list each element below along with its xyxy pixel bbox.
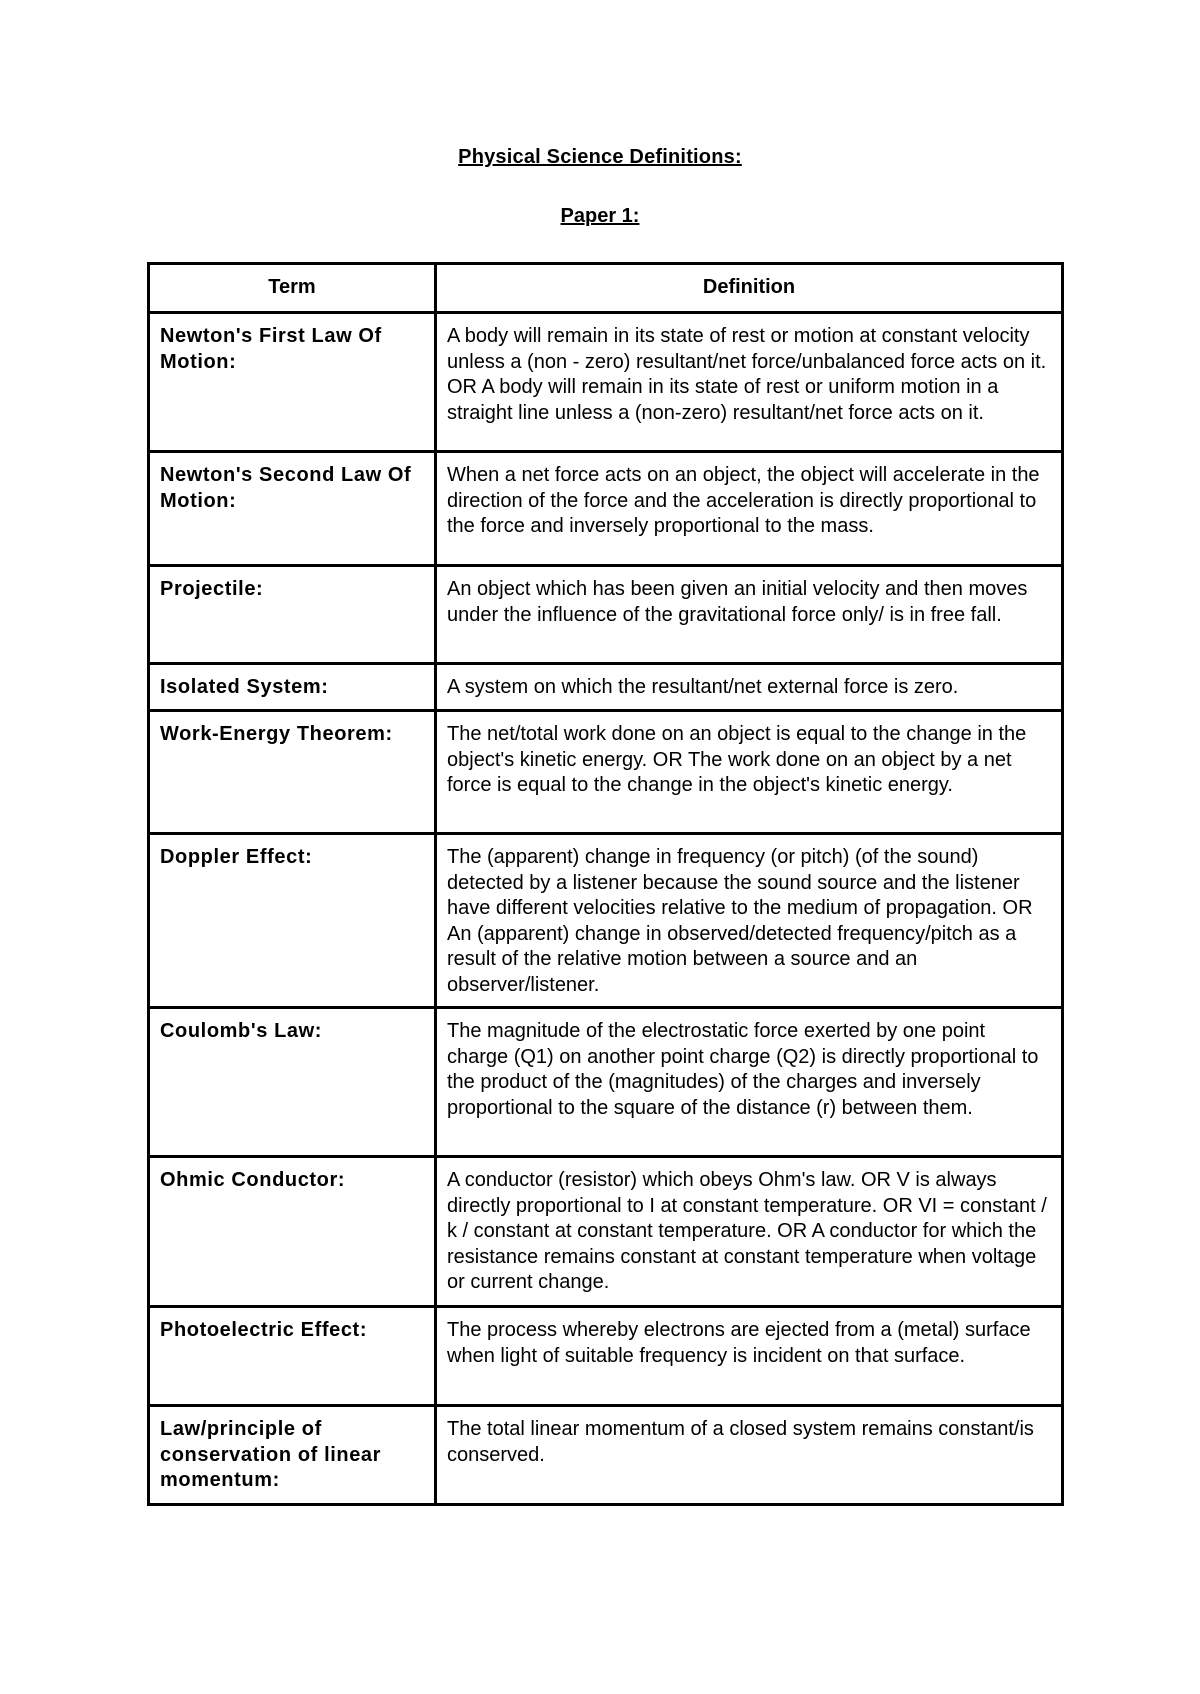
- table-row: [149, 711, 1063, 834]
- definition-cell: A system on which the resultant/net external force is zero.: [436, 664, 1063, 711]
- table-row: [149, 1307, 1063, 1406]
- definition-cell: A conductor (resistor) which obeys Ohm's law. OR V is always directly proportional to I at constant temperature. OR VI = constant / k / constant at constant temperature. OR A conductor for which the resistance remains constant at constant temperature when voltage or current change.: [436, 1157, 1063, 1307]
- paper-subtitle: Paper 1:: [560, 205, 640, 227]
- definition-cell: When a net force acts on an object, the object will accelerate in the direction of the force and the acceleration is directly proportional to the force and inversely proportional to the mass.: [436, 452, 1063, 566]
- definition-cell: The process whereby electrons are ejected from a (metal) surface when light of suitable frequency is incident on that surface.: [436, 1307, 1063, 1406]
- term-cell: Coulomb's Law:: [149, 1008, 436, 1157]
- table-row: [149, 1008, 1063, 1157]
- definition-cell: An object which has been given an initial velocity and then moves under the influence of the gravitational force only/ is in free fall.: [436, 566, 1063, 664]
- term-cell: Work-Energy Theorem:: [149, 711, 436, 834]
- definitions-table: [147, 262, 1064, 1506]
- term-cell: Projectile:: [149, 566, 436, 664]
- table-row: [149, 1406, 1063, 1505]
- term-column-header: Term: [149, 264, 436, 313]
- table-row: [149, 834, 1063, 1008]
- definition-cell: A body will remain in its state of rest or motion at constant velocity unless a (non - zero) resultant/net force/unbalanced force acts on it. OR A body will remain in its state of rest or uniform motion in a straight line unless a (non-zero) resultant/net force acts on it.: [436, 313, 1063, 452]
- table-row: [149, 452, 1063, 566]
- term-cell: Newton's Second Law Of Motion:: [149, 452, 436, 566]
- table-header-row: [149, 264, 1063, 313]
- definition-cell: The magnitude of the electrostatic force exerted by one point charge (Q1) on another point charge (Q2) is directly proportional to the product of the (magnitudes) of the charges and inversely proportional to the square of the distance (r) between them.: [436, 1008, 1063, 1157]
- term-cell: Doppler Effect:: [149, 834, 436, 1008]
- table-row: [149, 313, 1063, 452]
- definition-cell: The total linear momentum of a closed system remains constant/is conserved.: [436, 1406, 1063, 1505]
- definition-column-header: Definition: [436, 264, 1063, 313]
- definition-cell: The net/total work done on an object is equal to the change in the object's kinetic energy. OR The work done on an object by a net force is equal to the change in the object's kinetic energy.: [436, 711, 1063, 834]
- table-row: [149, 566, 1063, 664]
- page-title: Physical Science Definitions:: [458, 146, 742, 168]
- table-row: [149, 664, 1063, 711]
- term-cell: Ohmic Conductor:: [149, 1157, 436, 1307]
- table-row: [149, 1157, 1063, 1307]
- term-cell: Law/principle of conservation of linear momentum:: [149, 1406, 436, 1505]
- definition-cell: The (apparent) change in frequency (or pitch) (of the sound) detected by a listener because the sound source and the listener have different velocities relative to the medium of propagation. OR An (apparent) change in observed/detected frequency/pitch as a result of the relative motion between a source and an observer/listener.: [436, 834, 1063, 1008]
- term-cell: Newton's First Law Of Motion:: [149, 313, 436, 452]
- term-cell: Photoelectric Effect:: [149, 1307, 436, 1406]
- term-cell: Isolated System:: [149, 664, 436, 711]
